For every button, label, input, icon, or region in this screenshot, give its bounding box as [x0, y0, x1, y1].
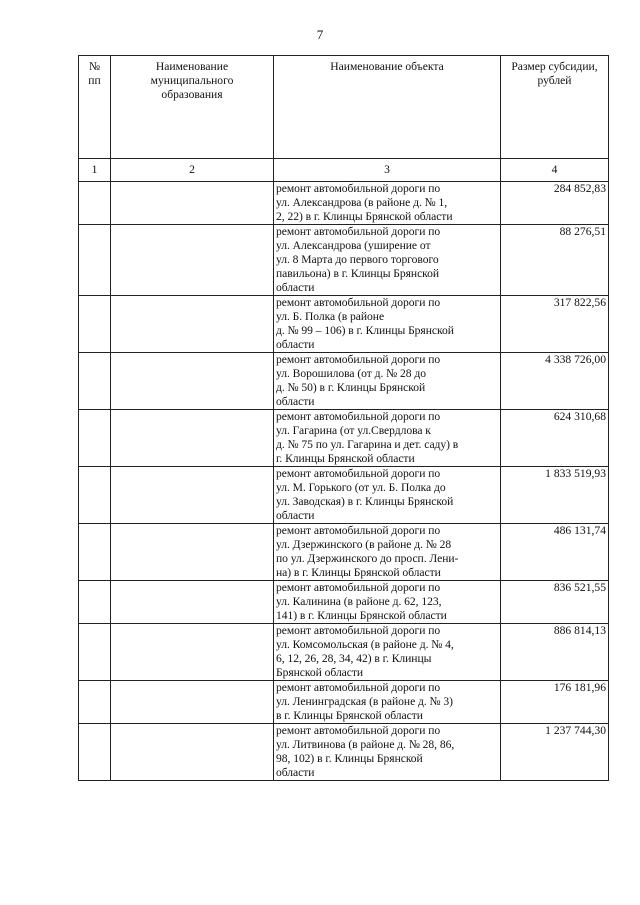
row-number-cell — [79, 410, 111, 467]
column-number-row — [79, 159, 609, 182]
row-number-cell — [79, 624, 111, 681]
row-number-cell — [79, 225, 111, 296]
municipality-cell — [111, 467, 274, 524]
table-row — [79, 724, 609, 781]
subsidy-amount-cell: 176 181,96 — [501, 681, 609, 724]
table-row — [79, 581, 609, 624]
object-name-cell: ремонт автомобильной дороги по ул. Ворошилова (от д. № 28 до д. № 50) в г. Клинцы Брянской области — [274, 353, 501, 410]
header-object: Наименование объекта — [274, 56, 501, 159]
subsidy-amount-cell: 624 310,68 — [501, 410, 609, 467]
object-name-cell: ремонт автомобильной дороги по ул. Литвинова (в районе д. № 28, 86, 98, 102) в г. Клинцы Брянской области — [274, 724, 501, 781]
column-number: 4 — [501, 159, 609, 182]
municipality-cell — [111, 410, 274, 467]
subsidy-amount-cell: 317 822,56 — [501, 296, 609, 353]
subsidy-amount-cell: 836 521,55 — [501, 581, 609, 624]
header-municipality: Наименование муниципального образования — [111, 56, 274, 159]
header-subsidy: Размер субсидии, рублей — [501, 56, 609, 159]
object-name-cell: ремонт автомобильной дороги по ул. Александрова (уширение от ул. 8 Марта до первого торгового павильона) в г. Клинцы Брянской области — [274, 225, 501, 296]
object-name-cell: ремонт автомобильной дороги по ул. М. Горького (от ул. Б. Полка до ул. Заводская) в г. Клинцы Брянской области — [274, 467, 501, 524]
municipality-cell — [111, 624, 274, 681]
municipality-cell — [111, 225, 274, 296]
subsidy-amount-cell: 886 814,13 — [501, 624, 609, 681]
subsidy-amount-cell: 1 237 744,30 — [501, 724, 609, 781]
page-number: 7 — [316, 27, 324, 42]
object-name-cell: ремонт автомобильной дороги по ул. Ленинградская (в районе д. № 3) в г. Клинцы Брянской области — [274, 681, 501, 724]
table-header-row — [79, 56, 609, 159]
object-name-cell: ремонт автомобильной дороги по ул. Комсомольская (в районе д. № 4, 6, 12, 26, 28, 34, 42) в г. Клинцы Брянской области — [274, 624, 501, 681]
subsidy-amount-cell: 284 852,83 — [501, 182, 609, 225]
municipality-cell — [111, 724, 274, 781]
subsidy-table — [78, 55, 609, 781]
row-number-cell — [79, 296, 111, 353]
table-row — [79, 296, 609, 353]
municipality-cell — [111, 681, 274, 724]
column-number: 3 — [274, 159, 501, 182]
municipality-cell — [111, 182, 274, 225]
table-row — [79, 353, 609, 410]
header-number: № пп — [79, 56, 111, 159]
row-number-cell — [79, 681, 111, 724]
table-row — [79, 467, 609, 524]
row-number-cell — [79, 467, 111, 524]
table-row — [79, 225, 609, 296]
subsidy-amount-cell: 1 833 519,93 — [501, 467, 609, 524]
object-name-cell: ремонт автомобильной дороги по ул. Александрова (в районе д. № 1, 2, 22) в г. Клинцы Брянской области — [274, 182, 501, 225]
table-row — [79, 410, 609, 467]
subsidy-amount-cell: 486 131,74 — [501, 524, 609, 581]
row-number-cell — [79, 524, 111, 581]
column-number: 1 — [79, 159, 111, 182]
object-name-cell: ремонт автомобильной дороги по ул. Гагарина (от ул.Свердлова к д. № 75 по ул. Гагарина и дет. саду) в г. Клинцы Брянской области — [274, 410, 501, 467]
municipality-cell — [111, 581, 274, 624]
table-row — [79, 681, 609, 724]
table-row — [79, 624, 609, 681]
row-number-cell — [79, 353, 111, 410]
object-name-cell: ремонт автомобильной дороги по ул. Калинина (в районе д. 62, 123, 141) в г. Клинцы Брянской области — [274, 581, 501, 624]
municipality-cell — [111, 353, 274, 410]
row-number-cell — [79, 581, 111, 624]
object-name-cell: ремонт автомобильной дороги по ул. Б. Полка (в районе д. № 99 – 106) в г. Клинцы Брянской области — [274, 296, 501, 353]
municipality-cell — [111, 296, 274, 353]
municipality-cell — [111, 524, 274, 581]
row-number-cell — [79, 724, 111, 781]
subsidy-amount-cell: 88 276,51 — [501, 225, 609, 296]
table-row — [79, 524, 609, 581]
object-name-cell: ремонт автомобильной дороги по ул. Дзержинского (в районе д. № 28 по ул. Дзержинского до просп. Лени- на) в г. Клинцы Брянской области — [274, 524, 501, 581]
row-number-cell — [79, 182, 111, 225]
subsidy-amount-cell: 4 338 726,00 — [501, 353, 609, 410]
table-row — [79, 182, 609, 225]
column-number: 2 — [111, 159, 274, 182]
